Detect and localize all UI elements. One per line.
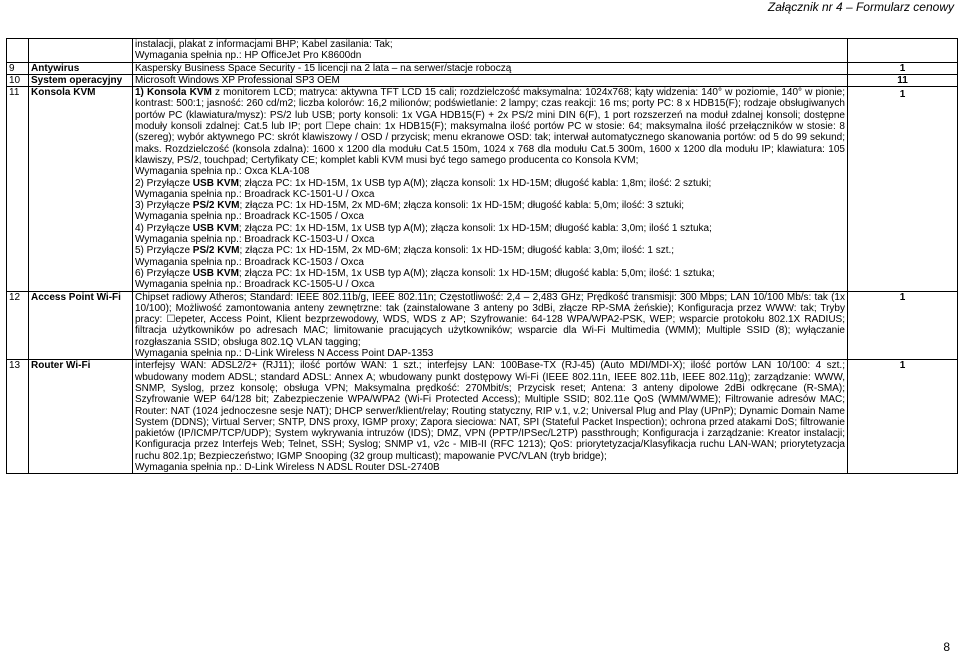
kvm-item-lead: 5) Przyłącze (135, 245, 193, 257)
row-quantity (848, 39, 958, 63)
kvm-item-bold: PS/2 KVM (192, 200, 240, 212)
price-form-table (6, 38, 958, 474)
desc-text: Chipset radiowy Atheros; Standard: IEEE 802.11b/g, IEEE 802.11n; Częstotliwość: 2,4 – 2,483 GHz; Prędkość transmisji: 300 Mbps; LAN 10/100 Mb/s: tak (1x 10/100); Możliwość zamontowania anteny zewnętrzne: tak (zainstalowane 3 anteny po 3dBi, złącze RP-SMA żeńskie); Konfiguracja przez WWW: tak; Tryby pracy: ☐epeter, Access Point, Klient bezprzewodowy, WDS, WDS z AP; Szyfrowanie: 64-128 WPA/WPA2-PSK, WEP; wsparcie protokołu 802.1X RADIUS; filtracja użytkowników po adresach MAC; limitowanie pracujących użytkowników; wsparcie dla Wi-Fi Multimedia (WMM); Multiple SSID (8); wyłączanie rozgłaszania SSID; obsługa 802.1Q VLAN tagging; (135, 291, 845, 348)
table-row-kvm (7, 87, 958, 291)
kvm-item-bold: USB KVM (192, 177, 239, 189)
desc-text: interfejsy WAN: ADSL2/2+ (RJ11); ilość portów WAN: 1 szt.; interfejsy LAN: 100Base-TX (RJ-45) (Auto MDI/MDI-X); ilość portów LAN 10/100: 4 szt.; wbudowany modem ADSL; standard ADSL: Annex A; wbudowany punkt dostępowy Wi-Fi (IEEE 802.11n, IEEE 802.11b, IEEE 802.11g); zarządzanie: WWW, SNMP, Syslog, przez konsolę; obsługa VPN; Maksymalna prędkość: 270Mbit/s; Przycisk reset; Antena: 3 anteny dipolowe 2dBi odkręcane (R-SMA); Szyfrowanie WEP 64/128 bit; Zabezpieczenie WPA/WPA2 (Wi-Fi Protected Access); Multiple SSID; 802.11e QoS (WMM/WME); Filtrowanie adresów MAC; Router: NAT (1024 jednoczesne sesje NAT); DHCP serwer/klient/relay; Routing statyczny, RIP v.1, v.2; Universal Plug and Play (UPnP); Dynamic Domain Name System (DDNS); Virtual Server; SNTP, DNS proxy, IGMP proxy; Zapora sieciowa: NAT, SPI (Stateful Packet Inspection); ochrona przed atakami DoS; filtrowanie pakietów (IP/ICMP/TCP/UDP); System wykrywania intruzów (IDS); DMZ, VPN (PPTP/IPSec/L2TP) passthrough; Konfiguracja i zarządzanie: Kreator instalacji; Konfiguracja przez Interfejs Web; Telnet, SSH; Syslog; SNMP v1, v2c - MIB-II (RFC 1213); QoS: priorytetyzacja/Klasyfikacja ruchu LAN-WAN; priorytetyzacja ruchu 802.1p; Bezpieczeństwo; IGMP Snooping (32 group multicast); mapowanie PVC/VLAN (tryb bridge); (135, 360, 845, 462)
kvm-item-6 (135, 268, 845, 279)
row-description (133, 87, 848, 291)
kvm-item-bold: PS/2 KVM (192, 245, 240, 257)
kvm-item-4-req: Wymagania spełnia np.: Broadrack KC-1503-U / Oxca (135, 234, 375, 246)
kvm-item-text: ; złącza PC: 1x HD-15M, 2x MD-6M; złącza konsoli: 1x HD-15M; długość kabla: 3,0m; ilość: 1 szt.; (239, 245, 675, 257)
desc-line: instalacji, plakat z informacjami BHP; Kabel zasilania: Tak; (135, 39, 393, 50)
row-number: 13 (7, 360, 29, 474)
kvm-item-text: ; złącza PC: 1x HD-15M, 1x USB typ A(M); złącza konsoli: 1x HD-15M; długość kabla: 1,8m; ilość: 2 sztuki; (238, 177, 712, 189)
kvm-item-5-req: Wymagania spełnia np.: Broadrack KC-1503 / Oxca (135, 256, 364, 268)
kvm-item-lead: 2) Przyłącze (135, 177, 193, 189)
kvm-item-3 (135, 200, 845, 211)
row-description: Kaspersky Business Space Security - 15 licencji na 2 lata – na serwer/stacje roboczą (133, 62, 848, 74)
table-row-antivirus (7, 62, 958, 74)
row-quantity: 1 (848, 360, 958, 474)
row-number: 11 (7, 87, 29, 291)
kvm-item-1-text: z monitorem LCD; matryca: aktywna TFT LCD 15 cali; rozdzielczość maksymalna: 1024x768; kąty widzenia: 140° w poziomie, 140° w pionie; kontrast: 500:1; jasność: 260 cd/m2; liczba kolorów: 16,2 milionów; podświetlanie: 2 lampy; czas reakcji: 16 ms; porty PC: 8 x HDB15(F); rodzaje obsługiwanych portów PC (klawiatura/mysz): PS/2 lub USB; porty konsoli: 1x VGA HDB15(F) + 2x PS/2 mini DIN 6(F), 1 port rozszerzeń na moduł zdalnej konsoli; dostępne moduły konsoli zdalnej: Cat.5 lub IP; port ☐epe chain: 1x HDB15(F); maksymalna ilość portów PC w stosie: 64; maksymalna ilość przełączników w stosie: 8 (szereg); wybór aktywnego PC: skrót klawiszowy / OSD / przycisk; menu ekranowe OSD: tak; interwał automatycznego skanowania portów: od 5 do 99 sekund; maks. Rozdzielczość (konsola zdalna): 1600 x 1200 dla modułu Cat.5 150m, 1024 x 768 dla modułu Cat.5 300m, 1600 x 1200 dla modułu IP; klawiatura: 105 klawiszy, PS/2, touchpad; Certyfikaty CE; komplet kabli KVM musi być tego samego producenta co Konsola KVM; (135, 87, 845, 166)
row-name (29, 39, 133, 63)
kvm-item-3-req: Wymagania spełnia np.: Broadrack KC-1505 / Oxca (135, 211, 364, 223)
row-name: Access Point Wi-Fi (29, 291, 133, 360)
kvm-item-lead: 3) Przyłącze (135, 200, 193, 212)
page-number: 8 (943, 640, 950, 654)
row-description: Microsoft Windows XP Professional SP3 OEM (133, 74, 848, 86)
row-name: Konsola KVM (29, 87, 133, 291)
desc-req: Wymagania spełnia np.: D-Link Wireless N ADSL Router DSL-2740B (135, 461, 440, 473)
kvm-item-lead: 4) Przyłącze (135, 222, 193, 234)
row-name: System operacyjny (29, 74, 133, 86)
row-description (133, 291, 848, 360)
page-header-title: Załącznik nr 4 – Formularz cenowy (767, 0, 954, 14)
row-number (7, 39, 29, 63)
kvm-item-6-req: Wymagania spełnia np.: Broadrack KC-1505-U / Oxca (135, 279, 375, 291)
row-quantity: 1 (848, 62, 958, 74)
row-name: Antywirus (29, 62, 133, 74)
table-row-continuation (7, 39, 958, 63)
row-quantity: 1 (848, 291, 958, 360)
row-name: Router Wi-Fi (29, 360, 133, 474)
row-number: 10 (7, 74, 29, 86)
kvm-item-4 (135, 223, 845, 234)
desc-line: Wymagania spełnia np.: HP OfficeJet Pro K8600dn (135, 50, 362, 62)
kvm-item-lead: 6) Przyłącze (135, 267, 193, 279)
kvm-item-1 (135, 87, 845, 166)
row-quantity: 1 (848, 87, 958, 291)
row-number: 12 (7, 291, 29, 360)
kvm-item-1-req: Wymagania spełnia np.: Oxca KLA-108 (135, 166, 310, 178)
row-number: 9 (7, 62, 29, 74)
kvm-item-bold: USB KVM (192, 267, 239, 279)
row-description (133, 360, 848, 474)
kvm-item-2 (135, 178, 845, 189)
table-row-access-point (7, 291, 958, 360)
kvm-item-bold: USB KVM (192, 222, 239, 234)
row-quantity: 11 (848, 74, 958, 86)
kvm-item-text: ; złącza PC: 1x HD-15M, 2x MD-6M; złącza konsoli: 1x HD-15M; długość kabla: 5,0m; ilość: 3 sztuki; (239, 200, 685, 212)
desc-req: Wymagania spełnia np.: D-Link Wireless N Access Point DAP-1353 (135, 348, 434, 360)
kvm-item-5 (135, 245, 845, 256)
kvm-item-2-req: Wymagania spełnia np.: Broadrack KC-1501-U / Oxca (135, 188, 375, 200)
kvm-item-1-bold: 1) Konsola KVM (135, 87, 212, 99)
kvm-item-text: ; złącza PC: 1x HD-15M, 1x USB typ A(M); złącza konsoli: 1x HD-15M; długość kabla: 5,0m; ilość: 1 sztuka; (238, 267, 715, 279)
row-description (133, 39, 848, 63)
table-row-router (7, 360, 958, 474)
kvm-item-text: ; złącza PC: 1x HD-15M, 1x USB typ A(M); złącza konsoli: 1x HD-15M; długość kabla: 3,0m; ilość 1 sztuka; (238, 222, 712, 234)
table-row-os (7, 74, 958, 86)
